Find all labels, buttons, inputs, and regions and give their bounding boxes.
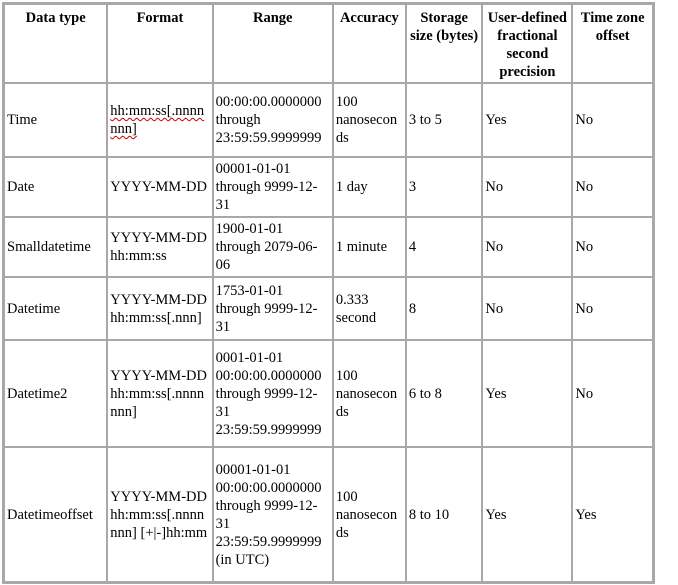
header-format: Format: [107, 4, 212, 83]
cell-precision: Yes: [482, 340, 572, 447]
cell-precision: Yes: [482, 83, 572, 157]
cell-type: Time: [4, 83, 107, 157]
cell-type: Datetime: [4, 277, 107, 340]
cell-range: 00001-01-01 00:00:00.0000000 through 9999-12-31 23:59:59.9999999 (in UTC): [213, 447, 333, 582]
cell-range: 0001-01-01 00:00:00.0000000 through 9999-12-31 23:59:59.9999999: [213, 340, 333, 447]
cell-format: YYYY-MM-DD: [107, 157, 212, 217]
header-range: Range: [213, 4, 333, 83]
cell-format: [107, 277, 212, 340]
cell-type: Datetime2: [4, 340, 107, 447]
cell-precision: No: [482, 157, 572, 217]
format-text: YYYY-MM-DD hh:mm:ss: [110, 230, 207, 264]
cell-range: 1753-01-01 through 9999-12-31: [213, 277, 333, 340]
cell-storage: 3 to 5: [406, 83, 483, 157]
format-text: hh:mm:ss[.nnnnnnn]: [110, 103, 205, 137]
cell-storage: 8 to 10: [406, 447, 483, 582]
format-text: YYYY-MM-DD hh:mm:ss[.nnnnnnn] [+|-]hh:mm: [110, 488, 208, 541]
table-row: [4, 83, 653, 157]
cell-storage: 6 to 8: [406, 340, 483, 447]
cell-accuracy: 1 minute: [333, 217, 406, 277]
cell-format: [107, 217, 212, 277]
cell-accuracy: 100 nanoseconds: [333, 447, 406, 582]
cell-range: 1900-01-01 through 2079-06-06: [213, 217, 333, 277]
cell-range: 00:00:00.0000000 through 23:59:59.9999999: [213, 83, 333, 157]
header-fractional-precision: User-defined fractional second precision: [482, 4, 572, 83]
cell-offset: No: [572, 340, 653, 447]
cell-format: [107, 447, 212, 582]
cell-accuracy: 1 day: [333, 157, 406, 217]
header-data-type: Data type: [4, 4, 107, 83]
cell-offset: No: [572, 157, 653, 217]
table-row: [4, 340, 653, 447]
cell-range: 00001-01-01 through 9999-12-31: [213, 157, 333, 217]
cell-type: Datetimeoffset: [4, 447, 107, 582]
header-storage-size: Storage size (bytes): [406, 4, 483, 83]
cell-format: [107, 83, 212, 157]
cell-accuracy: 100 nanoseconds: [333, 340, 406, 447]
format-text: YYYY-MM-DD hh:mm:ss[.nnnnnnn]: [110, 367, 207, 420]
cell-type: Date: [4, 157, 107, 217]
cell-precision: No: [482, 277, 572, 340]
cell-format: [107, 340, 212, 447]
format-text: YYYY-MM-DD hh:mm:ss[.nnn]: [110, 291, 207, 326]
cell-offset: No: [572, 83, 653, 157]
cell-precision: No: [482, 217, 572, 277]
cell-precision: Yes: [482, 447, 572, 582]
header-row: [4, 4, 653, 83]
table-row: [4, 157, 653, 217]
cell-type: Smalldatetime: [4, 217, 107, 277]
cell-offset: Yes: [572, 447, 653, 582]
header-accuracy: Accuracy: [333, 4, 406, 83]
table-row: [4, 447, 653, 582]
cell-storage: 4: [406, 217, 483, 277]
table-row: [4, 277, 653, 340]
table-row: [4, 217, 653, 277]
cell-accuracy: 100 nanoseconds: [333, 83, 406, 157]
cell-accuracy: 0.333 second: [333, 277, 406, 340]
cell-offset: No: [572, 217, 653, 277]
table-header: [4, 4, 653, 83]
cell-storage: 8: [406, 277, 483, 340]
data-types-table: [2, 2, 655, 584]
table-body: [4, 83, 653, 582]
header-time-zone-offset: Time zone offset: [572, 4, 653, 83]
cell-storage: 3: [406, 157, 483, 217]
cell-offset: No: [572, 277, 653, 340]
